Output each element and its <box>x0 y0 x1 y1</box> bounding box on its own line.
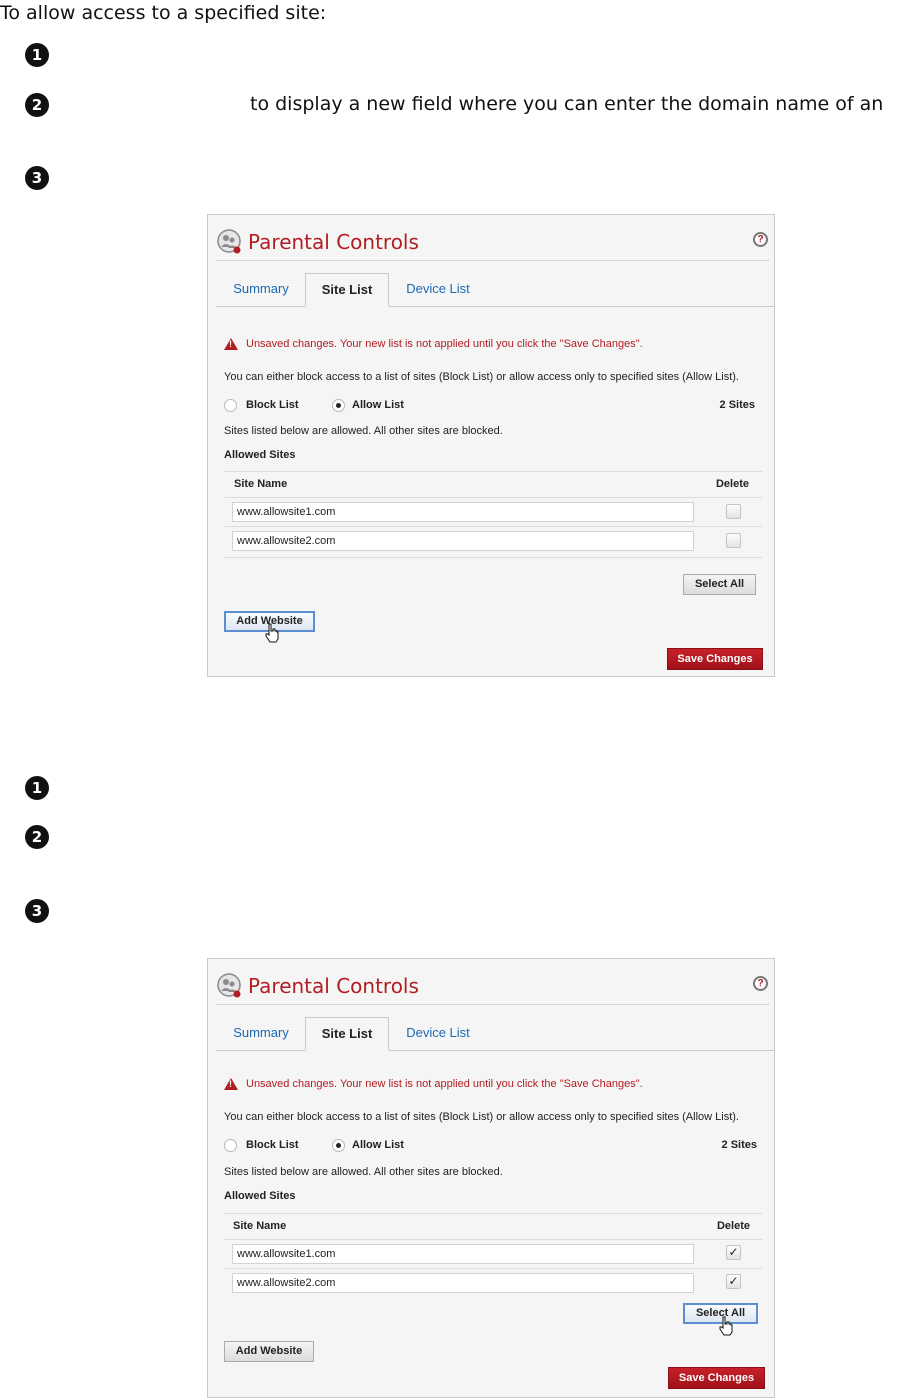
select-all-button[interactable]: Select All <box>683 1303 758 1324</box>
site-input[interactable]: www.allowsite2.com <box>232 1273 694 1293</box>
site-input[interactable]: www.allowsite2.com <box>232 531 694 551</box>
tab-site-list[interactable]: Site List <box>305 1017 389 1051</box>
tab-bar <box>216 1017 774 1051</box>
delete-header: Delete <box>715 478 749 490</box>
delete-checkbox[interactable]: ✓ <box>726 1245 741 1260</box>
panel-title: Parental Controls <box>248 230 419 254</box>
parental-controls-icon <box>217 973 243 999</box>
step-1-icon: 1 <box>25 43 49 67</box>
hand-cursor-icon <box>719 1316 733 1336</box>
help-icon[interactable]: ? <box>753 976 768 991</box>
delete-header: Delete <box>716 1220 750 1232</box>
add-website-button[interactable]: Add Website <box>224 1341 314 1362</box>
tab-summary[interactable]: Summary <box>233 281 289 296</box>
step-3-icon: 3 <box>25 166 49 190</box>
list-mode-info: You can either block access to a list of sites (Block List) or allow access only to specified sites (Allow List). <box>224 371 739 383</box>
step-2-icon: 2 <box>25 825 49 849</box>
parental-controls-panel <box>207 214 775 677</box>
allow-list-radio[interactable] <box>332 1139 345 1152</box>
block-list-radio[interactable] <box>224 399 237 412</box>
header-divider <box>216 1004 770 1005</box>
block-list-label: Block List <box>246 399 299 411</box>
hand-cursor-icon <box>265 623 279 643</box>
delete-checkbox[interactable] <box>726 504 741 519</box>
warning-icon <box>224 338 238 350</box>
step-3-icon: 3 <box>25 899 49 923</box>
site-name-header: Site Name <box>234 478 288 490</box>
allow-note: Sites listed below are allowed. All other sites are blocked. <box>224 425 503 437</box>
allowed-sites-label: Allowed Sites <box>224 449 296 461</box>
block-list-label: Block List <box>246 1139 299 1151</box>
site-table <box>224 1213 762 1303</box>
tabs-divider <box>216 306 774 307</box>
allowed-sites-label: Allowed Sites <box>224 1190 296 1202</box>
save-changes-button[interactable]: Save Changes <box>668 1367 765 1389</box>
allow-list-label: Allow List <box>352 399 404 411</box>
delete-checkbox[interactable] <box>726 533 741 548</box>
warning-text: Unsaved changes. Your new list is not applied until you click the "Save Changes". <box>246 338 643 350</box>
site-input[interactable]: www.allowsite1.com <box>232 1244 694 1264</box>
panel-header <box>208 215 774 261</box>
list-mode-options <box>224 1139 758 1155</box>
site-count: 2 Sites <box>719 399 755 411</box>
tab-device-list[interactable]: Device List <box>406 281 470 296</box>
select-all-button[interactable]: Select All <box>683 574 756 595</box>
site-input[interactable]: www.allowsite1.com <box>232 502 694 522</box>
panel-header <box>208 959 774 1005</box>
block-list-radio[interactable] <box>224 1139 237 1152</box>
help-icon[interactable]: ? <box>753 232 768 247</box>
tab-site-list[interactable]: Site List <box>305 273 389 307</box>
panel-title: Parental Controls <box>248 974 419 998</box>
list-mode-info: You can either block access to a list of sites (Block List) or allow access only to specified sites (Allow List). <box>224 1111 739 1123</box>
step-2-icon: 2 <box>25 93 49 117</box>
delete-checkbox[interactable]: ✓ <box>726 1274 741 1289</box>
warning-icon <box>224 1078 238 1090</box>
tab-device-list[interactable]: Device List <box>406 1025 470 1040</box>
tab-bar <box>216 273 774 307</box>
allow-list-radio[interactable] <box>332 399 345 412</box>
site-name-header: Site Name <box>233 1220 287 1232</box>
doc-heading: To allow access to a specified site: <box>0 2 327 24</box>
add-website-button[interactable]: Add Website <box>224 611 315 632</box>
parental-controls-icon <box>217 229 243 255</box>
site-count: 2 Sites <box>721 1139 757 1151</box>
allow-note: Sites listed below are allowed. All other sites are blocked. <box>224 1166 503 1178</box>
parental-controls-panel <box>207 958 775 1398</box>
unsaved-warning <box>224 1077 643 1090</box>
allow-list-label: Allow List <box>352 1139 404 1151</box>
header-divider <box>216 260 770 261</box>
step-2-text: to display a new field where you can enter the domain name of an <box>250 93 884 115</box>
tab-summary[interactable]: Summary <box>233 1025 289 1040</box>
save-changes-button[interactable]: Save Changes <box>667 648 763 670</box>
site-table <box>224 471 762 561</box>
warning-text: Unsaved changes. Your new list is not applied until you click the "Save Changes". <box>246 1078 643 1090</box>
list-mode-options <box>224 399 758 415</box>
step-1-icon: 1 <box>25 776 49 800</box>
tabs-divider <box>216 1050 774 1051</box>
unsaved-warning <box>224 337 643 350</box>
